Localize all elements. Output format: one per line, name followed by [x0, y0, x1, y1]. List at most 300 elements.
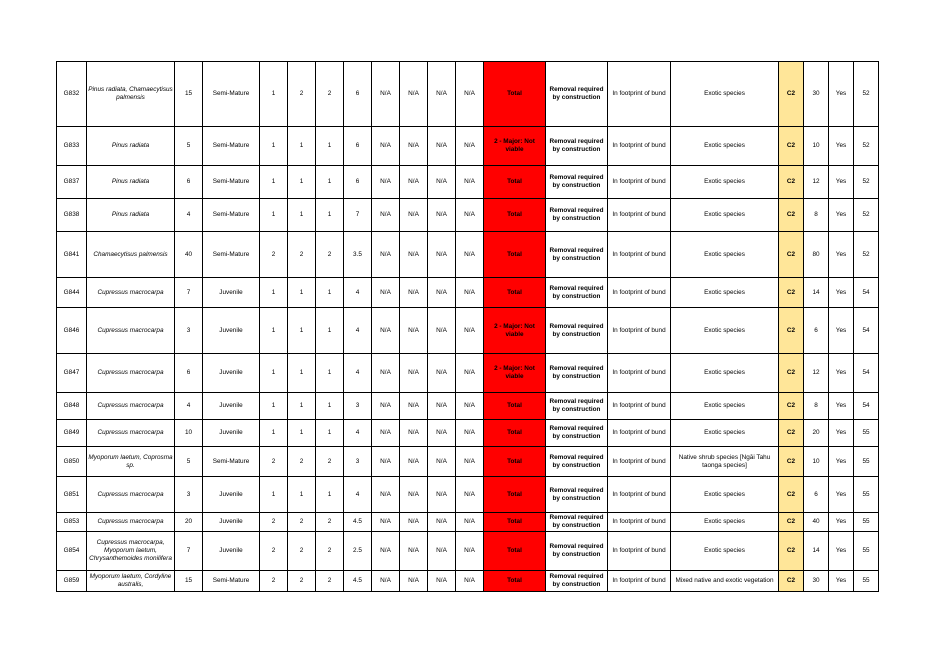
- score-2-cell: 1: [288, 278, 316, 308]
- required-cell: Yes: [829, 166, 854, 199]
- species-cell: Cupressus macrocarpa: [87, 420, 175, 447]
- na-4-cell: N/A: [456, 127, 484, 166]
- na-3-cell: N/A: [428, 62, 456, 127]
- score-2-cell: 1: [288, 199, 316, 232]
- location-cell: In footprint of bund: [608, 278, 671, 308]
- score-3-cell: 1: [316, 166, 344, 199]
- na-2-cell: N/A: [400, 447, 428, 477]
- na-2-cell: N/A: [400, 477, 428, 513]
- replacement-count-cell: 12: [804, 166, 829, 199]
- age-class-cell: Semi-Mature: [203, 199, 260, 232]
- height-cell: 3: [344, 447, 372, 477]
- na-2-cell: N/A: [400, 278, 428, 308]
- na-1-cell: N/A: [372, 232, 400, 278]
- stem-count-cell: 4: [175, 199, 203, 232]
- page-ref-cell: 54: [854, 278, 879, 308]
- page-ref-cell: 55: [854, 571, 879, 592]
- category-cell: C2: [779, 571, 804, 592]
- score-3-cell: 1: [316, 354, 344, 393]
- species-cell: Pinus radiata: [87, 199, 175, 232]
- age-class-cell: Semi-Mature: [203, 447, 260, 477]
- species-cell: Myoporum laetum, Coprosma sp.: [87, 447, 175, 477]
- location-cell: In footprint of bund: [608, 420, 671, 447]
- na-4-cell: N/A: [456, 513, 484, 532]
- location-cell: In footprint of bund: [608, 513, 671, 532]
- removal-extent-cell: Total: [484, 199, 546, 232]
- species-cell: Pinus radiata: [87, 127, 175, 166]
- na-4-cell: N/A: [456, 62, 484, 127]
- page-ref-cell: 54: [854, 354, 879, 393]
- location-cell: In footprint of bund: [608, 62, 671, 127]
- height-cell: 4: [344, 278, 372, 308]
- tree-id-cell: G848: [57, 393, 87, 420]
- na-1-cell: N/A: [372, 166, 400, 199]
- notes-cell: Exotic species: [671, 232, 779, 278]
- table-row: [57, 571, 879, 592]
- height-cell: 7: [344, 199, 372, 232]
- na-4-cell: N/A: [456, 393, 484, 420]
- score-3-cell: 1: [316, 308, 344, 354]
- age-class-cell: Semi-Mature: [203, 127, 260, 166]
- removal-reason-cell: Removal required by construction: [546, 532, 608, 571]
- page-ref-cell: 52: [854, 62, 879, 127]
- score-1-cell: 1: [260, 166, 288, 199]
- table-row: [57, 127, 879, 166]
- na-3-cell: N/A: [428, 199, 456, 232]
- notes-cell: Exotic species: [671, 62, 779, 127]
- height-cell: 3: [344, 393, 372, 420]
- species-cell: Cupressus macrocarpa: [87, 308, 175, 354]
- age-class-cell: Semi-Mature: [203, 232, 260, 278]
- height-cell: 3.5: [344, 232, 372, 278]
- removal-reason-cell: Removal required by construction: [546, 354, 608, 393]
- score-2-cell: 2: [288, 232, 316, 278]
- replacement-count-cell: 30: [804, 571, 829, 592]
- score-3-cell: 1: [316, 393, 344, 420]
- removal-reason-cell: Removal required by construction: [546, 278, 608, 308]
- page-ref-cell: 55: [854, 447, 879, 477]
- removal-reason-cell: Removal required by construction: [546, 199, 608, 232]
- na-4-cell: N/A: [456, 308, 484, 354]
- notes-cell: Exotic species: [671, 354, 779, 393]
- score-1-cell: 1: [260, 308, 288, 354]
- score-2-cell: 2: [288, 513, 316, 532]
- score-1-cell: 1: [260, 477, 288, 513]
- replacement-count-cell: 8: [804, 393, 829, 420]
- replacement-count-cell: 6: [804, 477, 829, 513]
- na-4-cell: N/A: [456, 447, 484, 477]
- na-1-cell: N/A: [372, 571, 400, 592]
- na-4-cell: N/A: [456, 232, 484, 278]
- na-2-cell: N/A: [400, 62, 428, 127]
- page-ref-cell: 54: [854, 308, 879, 354]
- na-3-cell: N/A: [428, 166, 456, 199]
- tree-id-cell: G833: [57, 127, 87, 166]
- score-3-cell: 1: [316, 420, 344, 447]
- category-cell: C2: [779, 166, 804, 199]
- removal-extent-cell: Total: [484, 571, 546, 592]
- species-cell: Pinus radiata, Chamaecytisus palmensis: [87, 62, 175, 127]
- required-cell: Yes: [829, 278, 854, 308]
- score-1-cell: 1: [260, 420, 288, 447]
- removal-reason-cell: Removal required by construction: [546, 477, 608, 513]
- table-row: [57, 166, 879, 199]
- required-cell: Yes: [829, 232, 854, 278]
- removal-extent-cell: Total: [484, 447, 546, 477]
- stem-count-cell: 6: [175, 166, 203, 199]
- score-2-cell: 2: [288, 532, 316, 571]
- page-ref-cell: 55: [854, 532, 879, 571]
- category-cell: C2: [779, 532, 804, 571]
- na-3-cell: N/A: [428, 232, 456, 278]
- tree-schedule-table: [56, 61, 879, 592]
- category-cell: C2: [779, 420, 804, 447]
- removal-extent-cell: 2 - Major: Not viable: [484, 308, 546, 354]
- category-cell: C2: [779, 62, 804, 127]
- table-row: [57, 532, 879, 571]
- species-cell: Pinus radiata: [87, 166, 175, 199]
- age-class-cell: Juvenile: [203, 513, 260, 532]
- notes-cell: Exotic species: [671, 278, 779, 308]
- na-3-cell: N/A: [428, 447, 456, 477]
- na-1-cell: N/A: [372, 393, 400, 420]
- removal-reason-cell: Removal required by construction: [546, 513, 608, 532]
- location-cell: In footprint of bund: [608, 354, 671, 393]
- score-1-cell: 1: [260, 354, 288, 393]
- location-cell: In footprint of bund: [608, 571, 671, 592]
- tree-id-cell: G853: [57, 513, 87, 532]
- required-cell: Yes: [829, 127, 854, 166]
- table-row: [57, 420, 879, 447]
- notes-cell: Exotic species: [671, 477, 779, 513]
- required-cell: Yes: [829, 447, 854, 477]
- score-1-cell: 1: [260, 127, 288, 166]
- height-cell: 4.5: [344, 513, 372, 532]
- height-cell: 4: [344, 354, 372, 393]
- notes-cell: Exotic species: [671, 393, 779, 420]
- table-row: [57, 62, 879, 127]
- na-4-cell: N/A: [456, 420, 484, 447]
- na-2-cell: N/A: [400, 532, 428, 571]
- age-class-cell: Semi-Mature: [203, 571, 260, 592]
- stem-count-cell: 4: [175, 393, 203, 420]
- stem-count-cell: 3: [175, 477, 203, 513]
- height-cell: 4: [344, 477, 372, 513]
- required-cell: Yes: [829, 354, 854, 393]
- removal-reason-cell: Removal required by construction: [546, 308, 608, 354]
- species-cell: Cupressus macrocarpa: [87, 278, 175, 308]
- height-cell: 4: [344, 308, 372, 354]
- table-row: [57, 232, 879, 278]
- category-cell: C2: [779, 232, 804, 278]
- age-class-cell: Semi-Mature: [203, 62, 260, 127]
- score-3-cell: 2: [316, 447, 344, 477]
- na-1-cell: N/A: [372, 278, 400, 308]
- score-3-cell: 1: [316, 477, 344, 513]
- removal-extent-cell: 2 - Major: Not viable: [484, 354, 546, 393]
- na-3-cell: N/A: [428, 420, 456, 447]
- score-2-cell: 1: [288, 166, 316, 199]
- score-1-cell: 2: [260, 232, 288, 278]
- replacement-count-cell: 20: [804, 420, 829, 447]
- stem-count-cell: 15: [175, 62, 203, 127]
- score-1-cell: 1: [260, 199, 288, 232]
- species-cell: Cupressus macrocarpa: [87, 354, 175, 393]
- na-1-cell: N/A: [372, 513, 400, 532]
- score-1-cell: 2: [260, 571, 288, 592]
- table-row: [57, 393, 879, 420]
- score-1-cell: 2: [260, 513, 288, 532]
- tree-id-cell: G844: [57, 278, 87, 308]
- table-row: [57, 199, 879, 232]
- height-cell: 2.5: [344, 532, 372, 571]
- stem-count-cell: 10: [175, 420, 203, 447]
- table-row: [57, 513, 879, 532]
- score-3-cell: 2: [316, 62, 344, 127]
- score-3-cell: 1: [316, 199, 344, 232]
- stem-count-cell: 15: [175, 571, 203, 592]
- na-3-cell: N/A: [428, 127, 456, 166]
- notes-cell: Mixed native and exotic vegetation: [671, 571, 779, 592]
- page-ref-cell: 55: [854, 513, 879, 532]
- score-3-cell: 2: [316, 232, 344, 278]
- replacement-count-cell: 12: [804, 354, 829, 393]
- required-cell: Yes: [829, 393, 854, 420]
- location-cell: In footprint of bund: [608, 447, 671, 477]
- category-cell: C2: [779, 127, 804, 166]
- na-2-cell: N/A: [400, 513, 428, 532]
- na-3-cell: N/A: [428, 571, 456, 592]
- replacement-count-cell: 80: [804, 232, 829, 278]
- na-3-cell: N/A: [428, 393, 456, 420]
- na-4-cell: N/A: [456, 166, 484, 199]
- location-cell: In footprint of bund: [608, 232, 671, 278]
- height-cell: 4: [344, 420, 372, 447]
- page-ref-cell: 55: [854, 477, 879, 513]
- removal-reason-cell: Removal required by construction: [546, 62, 608, 127]
- na-3-cell: N/A: [428, 532, 456, 571]
- replacement-count-cell: 10: [804, 447, 829, 477]
- notes-cell: Exotic species: [671, 420, 779, 447]
- score-2-cell: 2: [288, 62, 316, 127]
- age-class-cell: Juvenile: [203, 420, 260, 447]
- score-2-cell: 1: [288, 354, 316, 393]
- table-row: [57, 477, 879, 513]
- removal-extent-cell: Total: [484, 513, 546, 532]
- table-row: [57, 308, 879, 354]
- height-cell: 4.5: [344, 571, 372, 592]
- na-4-cell: N/A: [456, 199, 484, 232]
- notes-cell: Exotic species: [671, 532, 779, 571]
- page-ref-cell: 52: [854, 232, 879, 278]
- na-1-cell: N/A: [372, 532, 400, 571]
- required-cell: Yes: [829, 420, 854, 447]
- height-cell: 6: [344, 166, 372, 199]
- removal-extent-cell: Total: [484, 477, 546, 513]
- removal-reason-cell: Removal required by construction: [546, 127, 608, 166]
- species-cell: Cupressus macrocarpa: [87, 477, 175, 513]
- score-3-cell: 2: [316, 513, 344, 532]
- species-cell: Cupressus macrocarpa: [87, 513, 175, 532]
- notes-cell: Exotic species: [671, 199, 779, 232]
- na-2-cell: N/A: [400, 308, 428, 354]
- removal-extent-cell: Total: [484, 420, 546, 447]
- stem-count-cell: 40: [175, 232, 203, 278]
- tree-id-cell: G851: [57, 477, 87, 513]
- na-1-cell: N/A: [372, 62, 400, 127]
- age-class-cell: Juvenile: [203, 477, 260, 513]
- removal-extent-cell: Total: [484, 278, 546, 308]
- category-cell: C2: [779, 393, 804, 420]
- age-class-cell: Semi-Mature: [203, 166, 260, 199]
- notes-cell: Exotic species: [671, 127, 779, 166]
- na-2-cell: N/A: [400, 166, 428, 199]
- tree-id-cell: G859: [57, 571, 87, 592]
- stem-count-cell: 3: [175, 308, 203, 354]
- page-ref-cell: 54: [854, 393, 879, 420]
- table-row: [57, 354, 879, 393]
- removal-reason-cell: Removal required by construction: [546, 420, 608, 447]
- category-cell: C2: [779, 199, 804, 232]
- height-cell: 6: [344, 62, 372, 127]
- tree-id-cell: G832: [57, 62, 87, 127]
- score-3-cell: 2: [316, 571, 344, 592]
- removal-extent-cell: Total: [484, 532, 546, 571]
- removal-extent-cell: Total: [484, 232, 546, 278]
- location-cell: In footprint of bund: [608, 166, 671, 199]
- age-class-cell: Juvenile: [203, 393, 260, 420]
- removal-reason-cell: Removal required by construction: [546, 447, 608, 477]
- replacement-count-cell: 8: [804, 199, 829, 232]
- na-2-cell: N/A: [400, 199, 428, 232]
- species-cell: Chamaecytisus palmensis: [87, 232, 175, 278]
- location-cell: In footprint of bund: [608, 393, 671, 420]
- height-cell: 6: [344, 127, 372, 166]
- notes-cell: Exotic species: [671, 166, 779, 199]
- species-cell: Cupressus macrocarpa, Myoporum laetum, Chrysanthemoides monilifera: [87, 532, 175, 571]
- tree-id-cell: G850: [57, 447, 87, 477]
- na-1-cell: N/A: [372, 199, 400, 232]
- tree-id-cell: G837: [57, 166, 87, 199]
- na-4-cell: N/A: [456, 477, 484, 513]
- na-2-cell: N/A: [400, 393, 428, 420]
- removal-extent-cell: Total: [484, 166, 546, 199]
- notes-cell: Exotic species: [671, 513, 779, 532]
- species-cell: Myoporum laetum, Cordyline australis,: [87, 571, 175, 592]
- na-4-cell: N/A: [456, 532, 484, 571]
- tree-id-cell: G841: [57, 232, 87, 278]
- score-2-cell: 2: [288, 571, 316, 592]
- na-2-cell: N/A: [400, 232, 428, 278]
- na-1-cell: N/A: [372, 477, 400, 513]
- stem-count-cell: 5: [175, 127, 203, 166]
- notes-cell: Exotic species: [671, 308, 779, 354]
- removal-reason-cell: Removal required by construction: [546, 166, 608, 199]
- score-1-cell: 1: [260, 62, 288, 127]
- tree-id-cell: G846: [57, 308, 87, 354]
- replacement-count-cell: 14: [804, 532, 829, 571]
- tree-id-cell: G849: [57, 420, 87, 447]
- table-row: [57, 278, 879, 308]
- score-1-cell: 1: [260, 393, 288, 420]
- tree-id-cell: G838: [57, 199, 87, 232]
- removal-reason-cell: Removal required by construction: [546, 232, 608, 278]
- na-2-cell: N/A: [400, 354, 428, 393]
- stem-count-cell: 6: [175, 354, 203, 393]
- score-3-cell: 1: [316, 127, 344, 166]
- replacement-count-cell: 40: [804, 513, 829, 532]
- location-cell: In footprint of bund: [608, 477, 671, 513]
- category-cell: C2: [779, 354, 804, 393]
- replacement-count-cell: 14: [804, 278, 829, 308]
- score-2-cell: 1: [288, 477, 316, 513]
- na-3-cell: N/A: [428, 308, 456, 354]
- category-cell: C2: [779, 308, 804, 354]
- score-3-cell: 1: [316, 278, 344, 308]
- stem-count-cell: 5: [175, 447, 203, 477]
- na-1-cell: N/A: [372, 308, 400, 354]
- tree-id-cell: G854: [57, 532, 87, 571]
- na-3-cell: N/A: [428, 513, 456, 532]
- stem-count-cell: 20: [175, 513, 203, 532]
- score-2-cell: 1: [288, 308, 316, 354]
- na-1-cell: N/A: [372, 420, 400, 447]
- required-cell: Yes: [829, 308, 854, 354]
- na-4-cell: N/A: [456, 354, 484, 393]
- age-class-cell: Juvenile: [203, 532, 260, 571]
- age-class-cell: Juvenile: [203, 354, 260, 393]
- na-3-cell: N/A: [428, 477, 456, 513]
- required-cell: Yes: [829, 532, 854, 571]
- page-ref-cell: 52: [854, 199, 879, 232]
- score-2-cell: 1: [288, 393, 316, 420]
- page-ref-cell: 52: [854, 166, 879, 199]
- na-2-cell: N/A: [400, 420, 428, 447]
- location-cell: In footprint of bund: [608, 199, 671, 232]
- required-cell: Yes: [829, 62, 854, 127]
- table-row: [57, 447, 879, 477]
- page-ref-cell: 55: [854, 420, 879, 447]
- removal-reason-cell: Removal required by construction: [546, 571, 608, 592]
- required-cell: Yes: [829, 571, 854, 592]
- na-1-cell: N/A: [372, 354, 400, 393]
- na-4-cell: N/A: [456, 571, 484, 592]
- na-2-cell: N/A: [400, 127, 428, 166]
- age-class-cell: Juvenile: [203, 278, 260, 308]
- replacement-count-cell: 10: [804, 127, 829, 166]
- na-1-cell: N/A: [372, 127, 400, 166]
- na-4-cell: N/A: [456, 278, 484, 308]
- score-1-cell: 1: [260, 278, 288, 308]
- required-cell: Yes: [829, 199, 854, 232]
- tree-id-cell: G847: [57, 354, 87, 393]
- removal-reason-cell: Removal required by construction: [546, 393, 608, 420]
- location-cell: In footprint of bund: [608, 127, 671, 166]
- replacement-count-cell: 6: [804, 308, 829, 354]
- notes-cell: Native shrub species [Ngāi Tahu taonga species]: [671, 447, 779, 477]
- stem-count-cell: 7: [175, 532, 203, 571]
- na-3-cell: N/A: [428, 354, 456, 393]
- location-cell: In footprint of bund: [608, 308, 671, 354]
- score-3-cell: 2: [316, 532, 344, 571]
- na-1-cell: N/A: [372, 447, 400, 477]
- category-cell: C2: [779, 477, 804, 513]
- category-cell: C2: [779, 278, 804, 308]
- stem-count-cell: 7: [175, 278, 203, 308]
- page-ref-cell: 52: [854, 127, 879, 166]
- score-1-cell: 2: [260, 532, 288, 571]
- removal-extent-cell: Total: [484, 62, 546, 127]
